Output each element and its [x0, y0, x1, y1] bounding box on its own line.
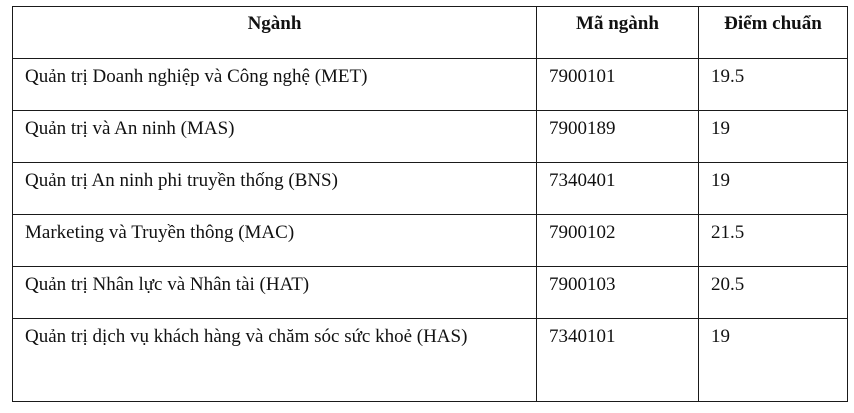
- cell-score: 19.5: [699, 59, 848, 111]
- cell-code: 7900103: [537, 267, 699, 319]
- header-major: Ngành: [13, 7, 537, 59]
- cell-major: Quản trị Nhân lực và Nhân tài (HAT): [13, 267, 537, 319]
- cell-major: Quản trị An ninh phi truyền thống (BNS): [13, 163, 537, 215]
- header-code: Mã ngành: [537, 7, 699, 59]
- table-body: [13, 59, 848, 402]
- cell-code: 7900189: [537, 111, 699, 163]
- header-row: [13, 7, 848, 59]
- table-row: [13, 319, 848, 402]
- cell-major: Marketing và Truyền thông (MAC): [13, 215, 537, 267]
- cell-score: 21.5: [699, 215, 848, 267]
- cell-score: 20.5: [699, 267, 848, 319]
- header-score: Điểm chuẩn: [699, 7, 848, 59]
- cell-code: 7900101: [537, 59, 699, 111]
- cell-code: 7900102: [537, 215, 699, 267]
- cell-code: 7340401: [537, 163, 699, 215]
- table-row: [13, 59, 848, 111]
- table-header: [13, 7, 848, 59]
- table-row: [13, 163, 848, 215]
- cell-score: 19: [699, 111, 848, 163]
- cell-major: Quản trị dịch vụ khách hàng và chăm sóc sức khoẻ (HAS): [13, 319, 537, 402]
- admission-score-table: [12, 6, 848, 402]
- cell-score: 19: [699, 163, 848, 215]
- cell-score: 19: [699, 319, 848, 402]
- cell-code: 7340101: [537, 319, 699, 402]
- table-row: [13, 215, 848, 267]
- cell-major: Quản trị Doanh nghiệp và Công nghệ (MET): [13, 59, 537, 111]
- table-row: [13, 267, 848, 319]
- table-row: [13, 111, 848, 163]
- cell-major: Quản trị và An ninh (MAS): [13, 111, 537, 163]
